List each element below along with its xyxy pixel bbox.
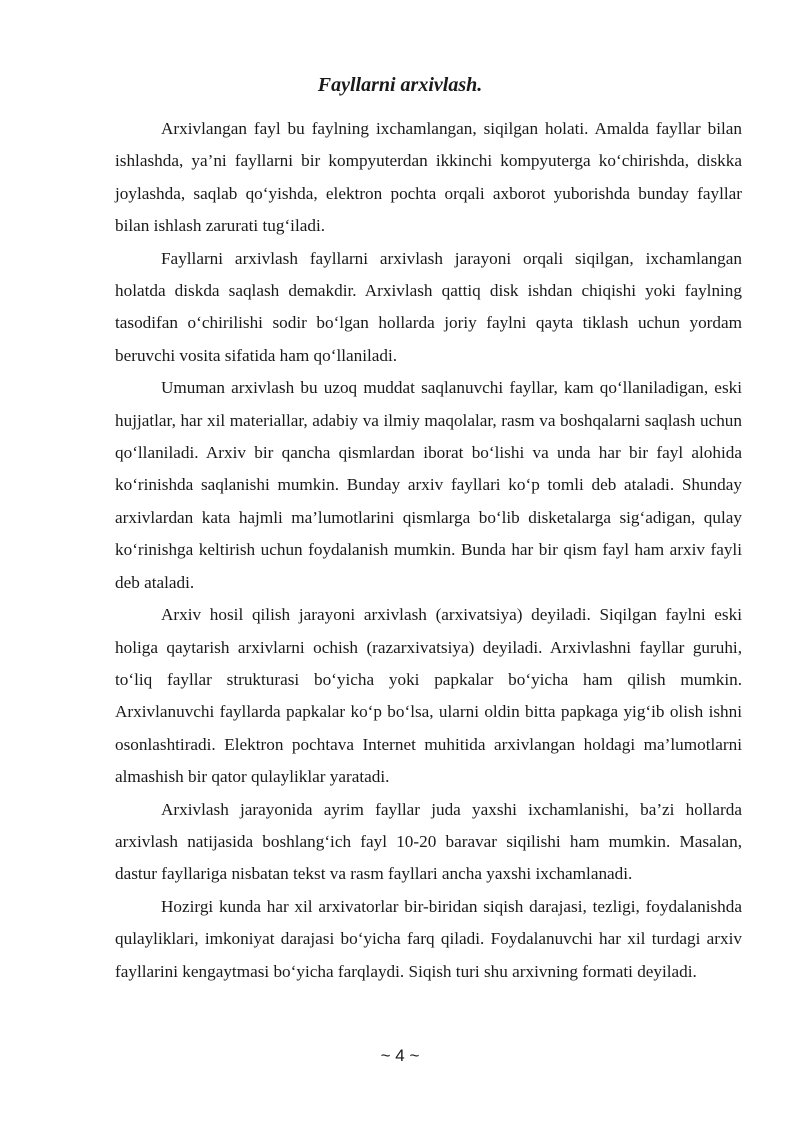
paragraph: Fayllarni arxivlash fayllarni arxivlash jarayoni orqali siqilgan, ixchamlangan holatda diskda saqlash demakdir. Arxivlash qattiq disk ishdan chiqishi yoki faylning tasodifan o‘chirilishi sodir bo‘lgan hollarda joriy faylni qayta tiklash uchun yordam beruvchi vosita sifatida ham qo‘llaniladi. [115,248,742,365]
paragraph: Umuman arxivlash bu uzoq muddat saqlanuvchi fayllar, kam qo‘llaniladigan, eski hujjatlar, har xil materiallar, adabiy va ilmiy maqolalar, rasm va boshqalarni saqlash uchun qo‘llaniladi. Arxiv bir qancha qismlardan iborat bo‘lishi va unda har bir fayl alohida ko‘rinishda saqlanishi mumkin. Bunday arxiv fayllari ko‘p tomli deb ataladi. Shunday arxivlardan kata hajmli ma’lumotlarini qismlarga bo‘lib disketalarga sig‘adigan, qulay ko‘rinishga keltirish uchun foydalanish mumkin. Bunda har bir qism fayl ham arxiv fayli deb ataladi. [115,378,742,592]
paragraph: Hozirgi kunda har xil arxivatorlar bir-biridan siqish darajasi, tezligi, foydalanishda qulayliklari, imkoniyat darajasi bo‘yicha farq qiladi. Foydalanuvchi har xil turdagi arxiv fayllarini kengaytmasi bo‘yicha farqlaydi. Siqish turi shu arxivning formati deyiladi. [115,896,742,981]
paragraph: Arxiv hosil qilish jarayoni arxivlash (arxivatsiya) deyiladi. Siqilgan faylni eski holiga qaytarish arxivlarni ochish (razarxivatsiya) deyiladi. Arxivlashni fayllar guruhi, to‘liq fayllar strukturasi bo‘yicha yoki papkalar bo‘yicha ham qilish mumkin. Arxivlanuvchi fayllarda papkalar ko‘p bo‘lsa, ularni oldin bitta papkaga yig‘ib olish ishni osonlashtiradi. Elektron pochtava Internet muhitida arxivlangan holdagi ma’lumotlarni almashish bir qator qulayliklar yaratadi. [115,605,742,787]
paragraph: Arxivlangan fayl bu faylning ixchamlangan, siqilgan holati. Amalda fayllar bilan ishlashda, ya’ni fayllarni bir kompyuterdan ikkinchi kompyuterga ko‘chirishda, diskka joylashda, saqlab qo‘yishda, elektron pochta orqali axborot yuborishda bunday fayllar bilan ishlash zarurati tug‘iladi. [115,119,742,236]
document-title: Fayllarni arxivlash. [317,74,483,96]
page-number: ~ 4 ~ [380,1046,420,1065]
document-body [115,113,742,988]
paragraph: Arxivlash jarayonida ayrim fayllar juda yaxshi ixchamlanishi, ba’zi hollarda arxivlash natijasida boshlang‘ich fayl 10-20 baravar siqilishi ham mumkin. Masalan, dastur fayllariga nisbatan tekst va rasm fayllari ancha yaxshi ixchamlanadi. [115,799,742,884]
